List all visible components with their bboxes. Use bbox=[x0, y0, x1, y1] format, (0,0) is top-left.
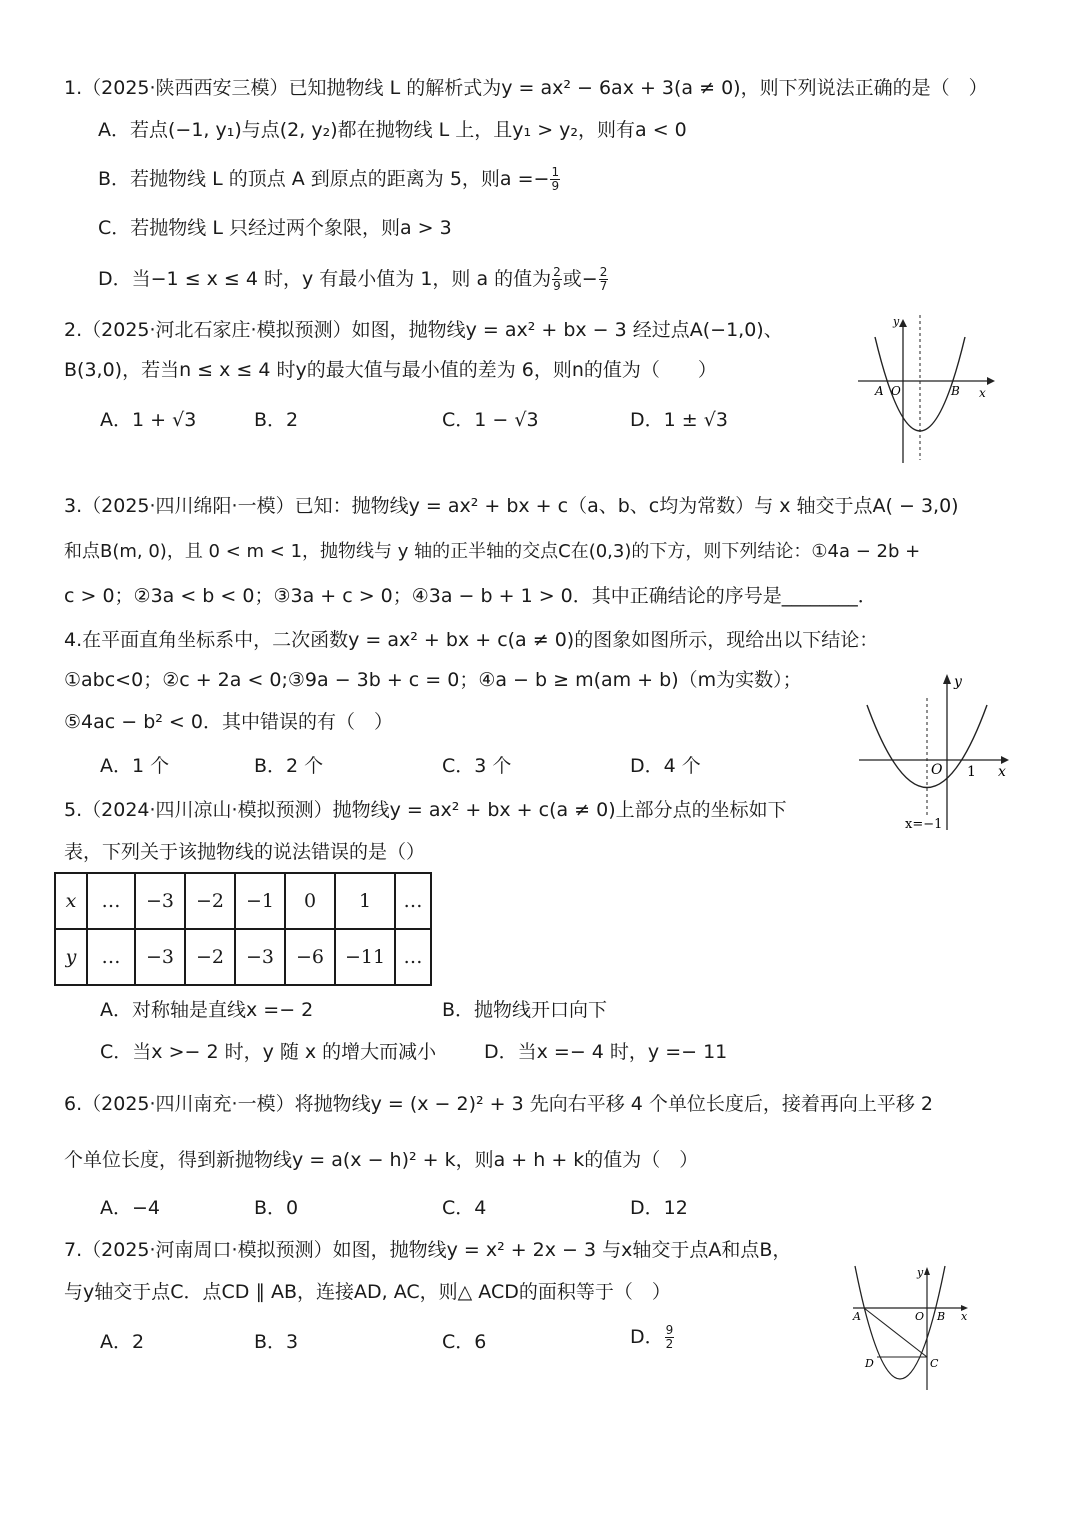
q6-number: 6. bbox=[64, 1093, 83, 1115]
svg-text:y: y bbox=[954, 674, 962, 690]
svg-text:O: O bbox=[931, 762, 943, 778]
table-cell: −2 bbox=[185, 873, 235, 929]
q1-source: （2025·陕西西安三模） bbox=[82, 77, 289, 99]
option-label: A． bbox=[98, 119, 130, 141]
q6-option-a[interactable]: A．−4 bbox=[100, 1197, 161, 1219]
svg-text:x: x bbox=[979, 386, 986, 400]
fraction: $\frac{2}{9}$ bbox=[553, 265, 561, 293]
q1-stem bbox=[64, 76, 988, 100]
table-cell: … bbox=[87, 929, 135, 985]
table-cell: −11 bbox=[335, 929, 395, 985]
q6-text: 将抛物线y = (x − 2)² + 3 先向右平移 4 个单位长度后，接着再向上平移 2 bbox=[294, 1093, 934, 1115]
q3-stem-line2: 和点B(m, 0)，且 0 < m < 1，抛物线与 y 轴的正半轴的交点C在(0,3)的下方，则下列结论：①4a − 2b + bbox=[64, 541, 921, 562]
q7-option-a[interactable]: A．2 bbox=[100, 1331, 145, 1353]
q5-option-c[interactable]: C．当x >− 2 时，y 随 x 的增大而减小 bbox=[100, 1041, 437, 1063]
table-cell: 1 bbox=[335, 873, 395, 929]
q3-stem-line1 bbox=[64, 494, 959, 518]
svg-text:A: A bbox=[875, 384, 884, 398]
q6-stem-line2: 个单位长度，得到新抛物线y = a(x − h)² + k，则a + h + k的值为（ ） bbox=[64, 1149, 699, 1171]
table-cell: … bbox=[395, 929, 431, 985]
table-cell: −3 bbox=[135, 873, 185, 929]
q7-number: 7. bbox=[64, 1239, 83, 1261]
q6-option-b[interactable]: B．0 bbox=[254, 1197, 299, 1219]
q6-option-c[interactable]: C．4 bbox=[442, 1197, 487, 1219]
table-row-x bbox=[55, 873, 431, 929]
q5-option-d[interactable]: D．当x =− 4 时，y =− 11 bbox=[484, 1041, 728, 1063]
q4-text: 在平面直角坐标系中，二次函数y = ax² + bx + c(a ≠ 0)的图象如图所示，现给出以下结论： bbox=[82, 629, 879, 651]
q2-option-b[interactable]: B．2 bbox=[254, 409, 299, 431]
svg-text:1: 1 bbox=[967, 764, 976, 780]
q2-stem-line1 bbox=[64, 318, 783, 342]
q1-option-a[interactable] bbox=[98, 118, 687, 142]
q7-text: 如图，抛物线y = x² + 2x − 3 与x轴交于点A和点B， bbox=[332, 1239, 792, 1261]
table-cell: −6 bbox=[285, 929, 335, 985]
q6-option-d[interactable]: D．12 bbox=[630, 1197, 688, 1219]
q5-source: （2024·四川凉山·模拟预测） bbox=[82, 799, 333, 821]
q4-option-d[interactable]: D．4 个 bbox=[630, 755, 701, 777]
q2-number: 2. bbox=[64, 319, 83, 341]
q5-option-a[interactable]: A．对称轴是直线x =− 2 bbox=[100, 999, 314, 1021]
fraction: $\frac{9}{2}$ bbox=[665, 1323, 674, 1351]
fraction: $\frac{2}{7}$ bbox=[599, 265, 608, 293]
svg-text:C: C bbox=[930, 1357, 939, 1370]
q7-parabola-figure bbox=[845, 1262, 975, 1392]
option-text: 若点(−1, y₁)与点(2, y₂)都在抛物线 L 上，且y₁ > y₂，则有a < 0 bbox=[130, 119, 687, 141]
table-cell: 0 bbox=[285, 873, 335, 929]
q3-stem-line3: c > 0；②3a < b < 0；③3a + c > 0；④3a − b + 1 > 0．其中正确结论的序号是________． bbox=[64, 585, 877, 607]
svg-text:B: B bbox=[937, 1310, 946, 1323]
q2-option-d[interactable]: D．1 ± √3 bbox=[630, 409, 728, 431]
svg-text:O: O bbox=[915, 1310, 925, 1323]
svg-text:O: O bbox=[891, 384, 901, 398]
table-cell: x bbox=[55, 873, 87, 929]
option-text: 当−1 ≤ x ≤ 4 时，y 有最小值为 1，则 a 的值为 bbox=[131, 268, 552, 290]
table-cell: −3 bbox=[135, 929, 185, 985]
q2-text: 如图，抛物线y = ax² + bx − 3 经过点A(−1,0)、 bbox=[351, 319, 783, 341]
q2-parabola-figure bbox=[855, 315, 995, 465]
q5-option-b[interactable]: B．抛物线开口向下 bbox=[442, 999, 608, 1021]
table-cell: … bbox=[87, 873, 135, 929]
q2-option-a[interactable]: A．1 + √3 bbox=[100, 409, 197, 431]
option-text: 或− bbox=[562, 268, 598, 290]
svg-text:B: B bbox=[951, 384, 960, 398]
q1-option-c[interactable] bbox=[98, 216, 452, 240]
q5-number: 5. bbox=[64, 799, 83, 821]
table-cell: −2 bbox=[185, 929, 235, 985]
svg-text:y: y bbox=[893, 315, 900, 328]
q7-option-d[interactable]: D． $\frac{9}{2}$ bbox=[630, 1323, 674, 1351]
q7-source: （2025·河南周口·模拟预测） bbox=[82, 1239, 333, 1261]
q6-stem-line1 bbox=[64, 1092, 933, 1116]
q4-stem-line1 bbox=[64, 628, 878, 652]
q4-number: 4. bbox=[64, 629, 83, 651]
q1-text: 已知抛物线 L 的解析式为y = ax² − 6ax + 3(a ≠ 0)，则下列说法正确的是（ ） bbox=[288, 77, 988, 99]
q5-stem-line2: 表，下列关于该抛物线的说法错误的是（） bbox=[64, 841, 426, 863]
q4-option-a[interactable]: A．1 个 bbox=[100, 755, 170, 777]
svg-text:x: x bbox=[998, 764, 1006, 780]
q3-source: （2025·四川绵阳·一模） bbox=[82, 495, 295, 517]
q1-option-b[interactable] bbox=[98, 166, 561, 193]
svg-text:A: A bbox=[853, 1310, 861, 1323]
q1-number: 1. bbox=[64, 77, 83, 99]
q3-text: 已知：抛物线y = ax² + bx + c（a、b、c均为常数）与 x 轴交于点A( − 3,0) bbox=[294, 495, 959, 517]
q6-source: （2025·四川南充·一模） bbox=[82, 1093, 295, 1115]
q4-parabola-figure bbox=[855, 670, 1015, 835]
q5-value-table bbox=[54, 872, 432, 986]
option-label: B． bbox=[98, 168, 131, 190]
option-text: 若抛物线 L 的顶点 A 到原点的距离为 5，则a =− bbox=[130, 168, 550, 190]
option-label: C． bbox=[98, 217, 131, 239]
q4-option-c[interactable]: C．3 个 bbox=[442, 755, 512, 777]
option-text: 若抛物线 L 只经过两个象限，则a > 3 bbox=[130, 217, 452, 239]
table-row-y bbox=[55, 929, 431, 985]
q2-option-c[interactable]: C．1 − √3 bbox=[442, 409, 539, 431]
q2-source: （2025·河北石家庄·模拟预测） bbox=[82, 319, 352, 341]
q7-option-b[interactable]: B．3 bbox=[254, 1331, 299, 1353]
table-cell: −1 bbox=[235, 873, 285, 929]
q7-stem-line1 bbox=[64, 1238, 791, 1262]
option-label: D． bbox=[98, 268, 132, 290]
fraction: $\frac{1}{9}$ bbox=[551, 165, 560, 193]
q2-stem-line2: B(3,0)，若当n ≤ x ≤ 4 时y的最大值与最小值的差为 6，则n的值为（ ） bbox=[64, 359, 717, 381]
q3-number: 3. bbox=[64, 495, 83, 517]
svg-text:x=−1: x=−1 bbox=[905, 817, 943, 832]
table-cell: y bbox=[55, 929, 87, 985]
table-cell: … bbox=[395, 873, 431, 929]
svg-text:y: y bbox=[917, 1266, 924, 1279]
svg-text:D: D bbox=[865, 1357, 874, 1370]
q5-text: 抛物线y = ax² + bx + c(a ≠ 0)上部分点的坐标如下 bbox=[332, 799, 787, 821]
table-cell: −3 bbox=[235, 929, 285, 985]
q4-option-b[interactable]: B．2 个 bbox=[254, 755, 324, 777]
q1-option-d[interactable] bbox=[98, 266, 609, 293]
q5-stem-line1 bbox=[64, 798, 787, 822]
q4-stem-line2: ①abc<0；②c + 2a < 0;③9a − 3b + c = 0；④a − b ≥ m(am + b)（m为实数）； bbox=[64, 669, 802, 691]
q7-option-c[interactable]: C．6 bbox=[442, 1331, 487, 1353]
q7-stem-line2: 与y轴交于点C．点CD ∥ AB，连接AD, AC，则△ ACD的面积等于（ ） bbox=[64, 1281, 671, 1303]
q4-stem-line3: ⑤4ac − b² < 0．其中错误的有（ ） bbox=[64, 711, 393, 733]
svg-text:x: x bbox=[961, 1310, 968, 1323]
